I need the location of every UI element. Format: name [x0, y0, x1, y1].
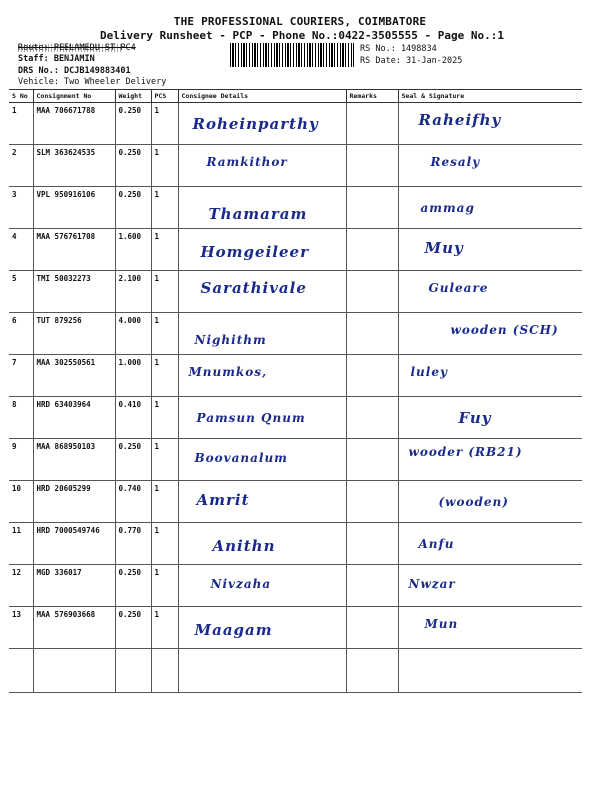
signature-handwriting: ammag: [420, 201, 475, 215]
signature-handwriting: Resaly: [430, 155, 481, 169]
cell-consignee: [178, 103, 346, 145]
cell-weight: 0.410: [115, 397, 151, 439]
signature-handwriting: Muy: [424, 239, 464, 257]
cell-remarks: [346, 355, 398, 397]
cell-remarks: [346, 439, 398, 481]
cell-consignee: [178, 313, 346, 355]
cell-consignee: [178, 397, 346, 439]
signature-handwriting: wooder (RB21): [408, 445, 523, 459]
cell-consignment: [33, 649, 115, 693]
col-remarks: Remarks: [346, 90, 398, 103]
table-row: [9, 103, 582, 145]
consignee-handwriting: Mnumkos,: [188, 365, 268, 379]
cell-sno: 8: [9, 397, 33, 439]
cell-consignment: MAA 706671788: [33, 103, 115, 145]
cell-consignee: [178, 145, 346, 187]
cell-remarks: [346, 481, 398, 523]
cell-sno: 1: [9, 103, 33, 145]
cell-signature: [398, 523, 582, 565]
col-consignee: Consignee Details: [178, 90, 346, 103]
cell-sno: 12: [9, 565, 33, 607]
cell-signature: [398, 355, 582, 397]
cell-weight: 1.600: [115, 229, 151, 271]
cell-consignee: [178, 355, 346, 397]
cell-pcs: [151, 649, 178, 693]
cell-weight: 0.250: [115, 103, 151, 145]
col-sno: S No: [9, 90, 33, 103]
staff-label: Staff: BENJAMIN: [18, 54, 95, 64]
route-label: Route: PEELAMEDU ST PC4: [18, 43, 136, 53]
consignee-handwriting: Anithn: [212, 537, 276, 555]
table-row: [9, 649, 582, 693]
page-title: THE PROFESSIONAL COURIERS, COIMBATORE: [173, 15, 427, 28]
vehicle-label: Vehicle: Two Wheeler Delivery: [18, 77, 167, 87]
cell-pcs: 1: [151, 481, 178, 523]
table-row: [9, 145, 582, 187]
cell-weight: 0.250: [115, 607, 151, 649]
runsheet-table: [9, 89, 582, 693]
cell-signature: [398, 271, 582, 313]
cell-signature: [398, 313, 582, 355]
consignee-handwriting: Nivzaha: [210, 577, 272, 591]
cell-pcs: 1: [151, 439, 178, 481]
drs-number: DRS No.: DCJB149883401: [18, 66, 131, 76]
cell-remarks: [346, 187, 398, 229]
rs-number: RS No.: 1498834: [360, 44, 437, 54]
cell-consignee: [178, 523, 346, 565]
cell-consignee: [178, 229, 346, 271]
cell-weight: 0.250: [115, 439, 151, 481]
cell-consignee: [178, 649, 346, 693]
cell-sno: 13: [9, 607, 33, 649]
cell-pcs: 1: [151, 313, 178, 355]
cell-pcs: 1: [151, 103, 178, 145]
table-row: [9, 397, 582, 439]
cell-remarks: [346, 313, 398, 355]
cell-weight: 0.250: [115, 187, 151, 229]
cell-remarks: [346, 145, 398, 187]
cell-consignment: MAA 576903668: [33, 607, 115, 649]
cell-signature: [398, 439, 582, 481]
consignee-handwriting: Roheinparthy: [192, 115, 319, 133]
barcode-icon: [230, 43, 354, 67]
signature-handwriting: Anfu: [418, 537, 455, 551]
consignee-handwriting: Boovanalum: [194, 451, 288, 465]
cell-remarks: [346, 565, 398, 607]
table-row: [9, 523, 582, 565]
cell-remarks: [346, 229, 398, 271]
table-row: [9, 607, 582, 649]
cell-signature: [398, 229, 582, 271]
table-row: [9, 565, 582, 607]
cell-pcs: 1: [151, 145, 178, 187]
cell-consignee: [178, 271, 346, 313]
table-row: [9, 229, 582, 271]
cell-consignment: HRD 20605299: [33, 481, 115, 523]
cell-consignment: HRD 63403964: [33, 397, 115, 439]
consignee-handwriting: Nighithm: [194, 333, 267, 347]
table-row: [9, 187, 582, 229]
cell-remarks: [346, 397, 398, 439]
cell-signature: [398, 481, 582, 523]
cell-consignment: MAA 868950103: [33, 439, 115, 481]
cell-sno: 7: [9, 355, 33, 397]
cell-consignment: SLM 363624535: [33, 145, 115, 187]
cell-sno: 4: [9, 229, 33, 271]
table-row: [9, 439, 582, 481]
cell-signature: [398, 145, 582, 187]
cell-consignment: HRD 7000549746: [33, 523, 115, 565]
cell-weight: 4.000: [115, 313, 151, 355]
col-pcs: PCS: [151, 90, 178, 103]
cell-pcs: 1: [151, 271, 178, 313]
cell-sno: 10: [9, 481, 33, 523]
consignee-handwriting: Sarathivale: [200, 279, 307, 297]
consignee-handwriting: Ramkithor: [206, 155, 288, 169]
signature-handwriting: Mun: [424, 617, 459, 631]
cell-consignment: MGD 336017: [33, 565, 115, 607]
cell-weight: 2.100: [115, 271, 151, 313]
cell-weight: 0.740: [115, 481, 151, 523]
table-row: [9, 355, 582, 397]
cell-pcs: 1: [151, 565, 178, 607]
col-weight: Weight: [115, 90, 151, 103]
table-header: [9, 90, 582, 103]
cell-consignee: [178, 607, 346, 649]
cell-pcs: 1: [151, 607, 178, 649]
cell-pcs: 1: [151, 397, 178, 439]
cell-pcs: 1: [151, 187, 178, 229]
cell-pcs: 1: [151, 229, 178, 271]
col-signature: Seal & Signature: [398, 90, 582, 103]
cell-weight: 1.000: [115, 355, 151, 397]
consignee-handwriting: Pamsun Qnum: [196, 411, 306, 425]
cell-weight: 0.770: [115, 523, 151, 565]
cell-sno: [9, 649, 33, 693]
signature-handwriting: luley: [410, 365, 448, 379]
cell-sno: 9: [9, 439, 33, 481]
cell-pcs: 1: [151, 523, 178, 565]
cell-signature: [398, 187, 582, 229]
signature-handwriting: Nwzar: [408, 577, 456, 591]
signature-handwriting: Fuy: [458, 409, 492, 427]
cell-consignee: [178, 187, 346, 229]
consignee-handwriting: Amrit: [196, 491, 250, 509]
runsheet-subtitle: Delivery Runsheet - PCP - Phone No.:0422-3505555 - Page No.:1: [100, 29, 504, 42]
table-row: [9, 271, 582, 313]
cell-consignment: MAA 302550561: [33, 355, 115, 397]
cell-sno: 11: [9, 523, 33, 565]
cell-remarks: [346, 523, 398, 565]
cell-signature: [398, 103, 582, 145]
cell-sno: 5: [9, 271, 33, 313]
cell-consignment: VPL 950916106: [33, 187, 115, 229]
consignee-handwriting: Homgeileer: [200, 243, 309, 261]
cell-remarks: [346, 271, 398, 313]
cell-signature: [398, 607, 582, 649]
cell-signature: [398, 565, 582, 607]
cell-remarks: [346, 103, 398, 145]
table-row: [9, 481, 582, 523]
consignee-handwriting: Maagam: [194, 621, 273, 639]
signature-handwriting: (wooden): [438, 495, 509, 509]
cell-consignee: [178, 565, 346, 607]
cell-remarks: [346, 649, 398, 693]
signature-handwriting: Raheifhy: [418, 111, 502, 129]
cell-weight: 0.250: [115, 145, 151, 187]
cell-sno: 2: [9, 145, 33, 187]
table-row: [9, 313, 582, 355]
cell-remarks: [346, 607, 398, 649]
cell-consignment: TMI 50032273: [33, 271, 115, 313]
cell-consignment: TUT 879256: [33, 313, 115, 355]
signature-handwriting: wooden (SCH): [450, 323, 559, 337]
cell-consignee: [178, 439, 346, 481]
cell-weight: 0.250: [115, 565, 151, 607]
cell-signature: [398, 397, 582, 439]
col-consignment: Consignment No: [33, 90, 115, 103]
cell-weight: [115, 649, 151, 693]
signature-handwriting: Guleare: [428, 281, 489, 295]
cell-consignment: MAA 576761708: [33, 229, 115, 271]
rs-date: RS Date: 31-Jan-2025: [360, 56, 463, 66]
cell-pcs: 1: [151, 355, 178, 397]
cell-consignee: [178, 481, 346, 523]
cell-sno: 3: [9, 187, 33, 229]
cell-sno: 6: [9, 313, 33, 355]
consignee-handwriting: Thamaram: [208, 205, 308, 223]
cell-signature: [398, 649, 582, 693]
